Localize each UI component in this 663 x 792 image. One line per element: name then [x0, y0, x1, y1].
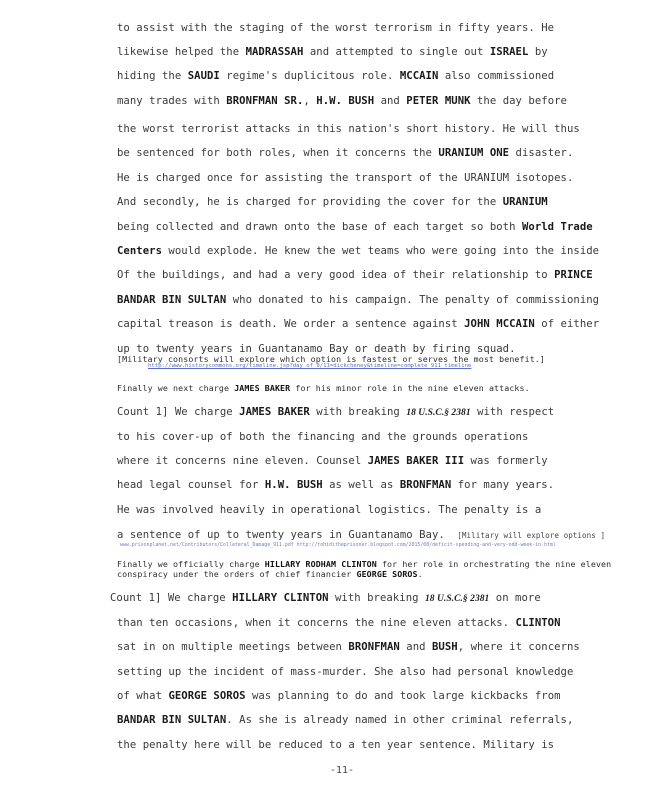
text-run: head legal counsel for: [117, 479, 265, 491]
text-run: disaster.: [509, 147, 574, 159]
text-line: [117, 617, 561, 629]
text-line: [110, 592, 541, 604]
text-run: the penalty here will be reduced to a ten year sentence. Military is: [117, 739, 555, 751]
text-line: [117, 569, 423, 579]
statute-citation: 18 U.S.C.§ 2381: [424, 594, 490, 604]
text-run: sat in on multiple meetings between: [117, 641, 349, 653]
text-line: [117, 196, 548, 208]
text-run: regime's duplicitous role.: [219, 70, 400, 82]
military-note: [Military will explore options ]: [457, 531, 606, 540]
text-line: [117, 431, 528, 443]
text-run: the day before: [470, 95, 567, 107]
bold-name: MCCAIN: [399, 70, 439, 82]
text-run: many trades with: [117, 95, 227, 107]
text-run: be sentenced for both roles, when it concerns the: [117, 147, 439, 159]
bold-name: H.W. BUSH: [316, 95, 375, 107]
text-run: hiding the: [117, 70, 188, 82]
bold-name: URANIUM: [502, 196, 548, 208]
text-run: Count 1] We charge: [117, 406, 240, 418]
text-run: than ten occasions, when it concerns the nine eleven attacks.: [117, 617, 516, 629]
text-line: [117, 739, 554, 751]
text-run: Finally we next charge: [117, 383, 235, 393]
bold-name: World Trade: [521, 221, 593, 233]
text-run: And secondly, he is charged for providing the cover for the: [117, 196, 503, 208]
text-run: where it concerns nine eleven. Counsel: [117, 455, 368, 467]
bold-name: MADRASSAH: [245, 46, 304, 58]
text-run: to his cover-up of both the financing and the grounds operations: [117, 431, 529, 443]
text-run: He was involved heavily in operational logistics. The penalty is a: [117, 504, 542, 516]
bold-name: JAMES BAKER: [234, 383, 291, 393]
text-run: He is charged once for assisting the transport of the URANIUM isotopes.: [117, 172, 574, 184]
text-run: as well as: [322, 479, 400, 491]
bold-name: BANDAR BIN SULTAN: [117, 294, 227, 306]
text-run: who donated to his campaign. The penalty of commissioning: [226, 294, 600, 306]
text-run: for his minor role in the nine eleven attacks.: [290, 383, 530, 393]
text-run: of what: [117, 690, 169, 702]
text-run: was formerly: [464, 455, 548, 467]
text-line: [117, 294, 599, 306]
text-line: [117, 383, 530, 393]
reference-link-history-commons[interactable]: http://www.historycommons.org/timeline.jsp?day_of_9/11=dickcheney&timeline=complete_911_timeline: [148, 363, 472, 369]
text-line: [117, 70, 554, 82]
text-run: , where it concerns: [457, 641, 580, 653]
bold-name: BRONFMAN: [399, 479, 452, 491]
bold-name: PETER MUNK: [406, 95, 471, 107]
text-run: would explode. He knew the wet teams who were going into the inside: [162, 245, 600, 257]
text-run: .: [417, 569, 423, 579]
text-line: [117, 529, 605, 541]
text-run: also commissioned: [438, 70, 555, 82]
bold-name: BUSH: [432, 641, 458, 653]
text-run: Finally we officially charge: [117, 559, 265, 569]
text-line: [117, 641, 580, 653]
text-run: was planning to do and took large kickbacks from: [245, 690, 561, 702]
bold-name: ISRAEL: [489, 46, 529, 58]
bold-name: GEORGE SOROS: [168, 690, 246, 702]
bold-name: GEORGE SOROS: [356, 569, 418, 579]
text-run: with breaking: [328, 592, 425, 604]
text-run: up to twenty years in Guantanamo Bay or death by firing squad.: [117, 343, 516, 355]
text-line: [117, 455, 548, 467]
text-run: conspiracy under the orders of chief financier: [117, 569, 357, 579]
text-line: [117, 95, 567, 107]
text-run: for her role in orchestrating the nine eleven: [376, 559, 612, 569]
reference-links-line[interactable]: www.prisonplanet.net/Contributors/Collateral_Damage_911.pdf http://tohiditheprisoner.blogspot.com/2015/08/deficit-spending-and-very-odd-week-in.html: [120, 542, 556, 548]
text-run: and: [374, 95, 407, 107]
text-run: for many years.: [451, 479, 555, 491]
text-line: [117, 172, 573, 184]
bold-name: JAMES BAKER III: [367, 455, 465, 467]
text-line: [117, 666, 573, 678]
text-line: [117, 269, 593, 281]
text-run: the worst terrorist attacks in this nation's short history. He will thus: [117, 123, 580, 135]
text-run: Count 1] We charge: [110, 592, 233, 604]
text-line: [117, 123, 580, 135]
bold-name: BRONFMAN: [348, 641, 400, 653]
text-run: with respect: [470, 406, 555, 418]
text-run: to assist with the staging of the worst terrorism in fifty years. He: [117, 22, 555, 34]
page-number: -11-: [330, 765, 355, 776]
text-line: [117, 318, 599, 330]
text-line: [117, 245, 599, 257]
text-run: of either: [534, 318, 600, 330]
text-line: [117, 479, 554, 491]
text-line: [117, 504, 541, 516]
bold-name: HILLARY CLINTON: [232, 592, 329, 604]
statute-citation: 18 U.S.C.§ 2381: [406, 408, 471, 418]
text-run: . As she is already named in other criminal referrals,: [226, 714, 574, 726]
text-line: [117, 221, 593, 233]
bold-name: H.W. BUSH: [264, 479, 323, 491]
text-line: [117, 22, 554, 34]
bold-name: HILLARY RODHAM CLINTON: [264, 559, 377, 569]
text-run: [Military consorts will explore which option is fastest or serves the most benefit.]: [117, 354, 545, 364]
bold-name: BRONFMAN SR.: [226, 95, 304, 107]
text-line: [117, 46, 548, 58]
text-run: by: [528, 46, 548, 58]
text-run: ,: [303, 95, 317, 107]
text-run: Of the buildings, and had a very good idea of their relationship to: [117, 269, 555, 281]
text-run: and: [399, 641, 432, 653]
bold-name: SAUDI: [187, 70, 220, 82]
text-line: [117, 406, 554, 418]
bold-name: JAMES BAKER: [239, 406, 310, 418]
bold-name: BANDAR BIN SULTAN: [117, 714, 227, 726]
text-run: setting up the incident of mass-murder. She also had personal knowledge: [117, 666, 574, 678]
text-line: [117, 147, 573, 159]
text-line: [117, 690, 561, 702]
text-run: with breaking: [309, 406, 407, 418]
bold-name: JOHN MCCAIN: [464, 318, 535, 330]
text-run: being collected and drawn onto the base of each target so both: [117, 221, 522, 233]
bold-name: Centers: [117, 245, 162, 257]
bold-name: CLINTON: [515, 617, 561, 629]
text-run: likewise helped the: [117, 46, 246, 58]
bold-name: URANIUM ONE: [438, 147, 510, 159]
text-run: capital treason is death. We order a sentence against: [117, 318, 465, 330]
text-line: [117, 559, 611, 569]
text-run: and attempted to single out: [303, 46, 490, 58]
text-line: [117, 714, 573, 726]
bold-name: PRINCE: [554, 269, 593, 281]
text-run: a sentence of up to twenty years in Guantanamo Bay.: [117, 529, 452, 541]
text-run: on more: [489, 592, 541, 604]
